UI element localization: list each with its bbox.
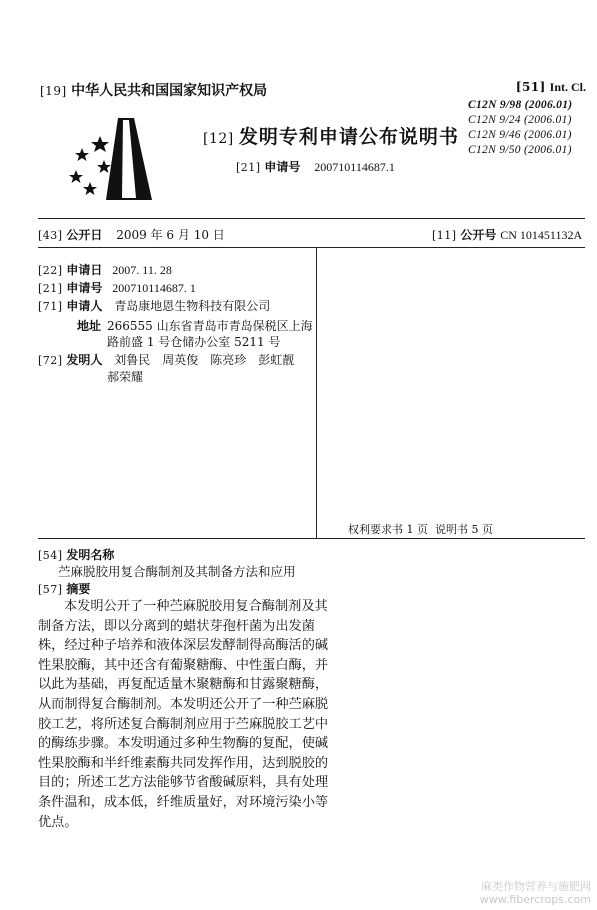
ipc-entry: C12N 9/46 (2006.01) — [468, 129, 572, 141]
ipc-entry: C12N 9/98 (2006.01) — [468, 99, 573, 111]
abstract-line: 的酶练步骤。本发明通过多种生物酶的复配，使碱 — [38, 736, 329, 752]
invention-title-label: [54] 发明名称 — [38, 548, 115, 562]
abstract-line: 条件温和，成本低，纤维质量好，对环境污染小等 — [38, 794, 329, 810]
filing-date-row: [22] 申请日 2007. 11. 28 — [38, 263, 172, 277]
abstract-line: 制备方法，即以分离到的蜡状芽孢杆菌为出发菌 — [38, 618, 315, 634]
abstract-text — [38, 597, 338, 832]
abstract-line: 性果胶酶和半纤维素酶共同发挥作用，达到脱胶的 — [38, 755, 329, 771]
column-divider — [316, 248, 317, 538]
document-type — [203, 122, 459, 149]
abstract-line: 本发明公开了一种苎麻脱胶用复合酶制剂及其 — [64, 599, 328, 614]
top-rule — [38, 218, 585, 219]
publication-number: [11] 公开号 CN 101451132A — [432, 228, 583, 242]
watermark — [480, 880, 591, 906]
ipc-header: [51] Int. Cl. — [515, 80, 586, 94]
inventor-line: 郝荣耀 — [107, 370, 144, 384]
page-count: 权利要求书 1 页 说明书 5 页 — [348, 523, 493, 536]
inventor-row: [72] 发明人 刘鲁民 周英俊 陈亮珍 彭虹靓 — [38, 353, 295, 367]
ipc-entry: C12N 9/50 (2006.01) — [468, 144, 572, 156]
applicant-row: [71] 申请人 青岛康地恩生物科技有限公司 — [38, 299, 271, 313]
application-number-row: [21] 申请号 200710114687. 1 — [38, 281, 196, 295]
abstract-line: 优点。 — [38, 814, 78, 830]
patent-office-header — [40, 80, 267, 100]
abstract-line: 株，经过种子培养和液体深层发酵制得高酶活的碱 — [38, 638, 329, 654]
publication-date: [43] 公开日 2009 年 6 月 10 日 — [38, 228, 225, 242]
abstract-line: 从而制得复合酶制剂。本发明还公开了一种苎麻脱 — [38, 696, 329, 712]
ipc-block — [468, 80, 593, 156]
address-line: 路前盛 1 号仓储办公室 5211 号 — [107, 335, 281, 349]
lower-rule — [38, 538, 585, 539]
abstract-line: 以此为基础，再复配适量木聚糖酶和甘露聚糖酶， — [38, 677, 329, 693]
office-code: [19] — [40, 84, 67, 98]
header-application-number: [21] 申请号 200710114687.1 — [236, 160, 395, 174]
abstract-line: 胶工艺，将所述复合酶制剂应用于苎麻脱胶工艺中 — [38, 716, 329, 732]
abstract-label: [57] 摘要 — [38, 582, 91, 596]
ipc-entry: C12N 9/24 (2006.01) — [468, 114, 572, 126]
abstract-line: 性果胶酶，其中还含有葡聚糖酶、中性蛋白酶，并 — [38, 657, 329, 673]
abstract-line: 目的；所述工艺方法能够节省酸碱原料，具有处理 — [38, 775, 329, 791]
doc-type-code: [12] — [203, 131, 234, 147]
cnipa-emblem-icon — [66, 112, 156, 202]
watermark-url: www.fibercrops.com — [479, 893, 591, 906]
address-label: 地址 — [77, 319, 102, 333]
doc-type-title: 发明专利申请公布说明书 — [238, 126, 459, 148]
address-line: 266555 山东省青岛市青岛保税区上海 — [107, 319, 313, 333]
watermark-site-name: 麻类作物营养与施肥网 — [481, 880, 591, 893]
invention-title: 苎麻脱胶用复合酶制剂及其制备方法和应用 — [58, 564, 296, 579]
middle-rule — [38, 247, 585, 248]
office-name: 中华人民共和国国家知识产权局 — [71, 83, 268, 99]
